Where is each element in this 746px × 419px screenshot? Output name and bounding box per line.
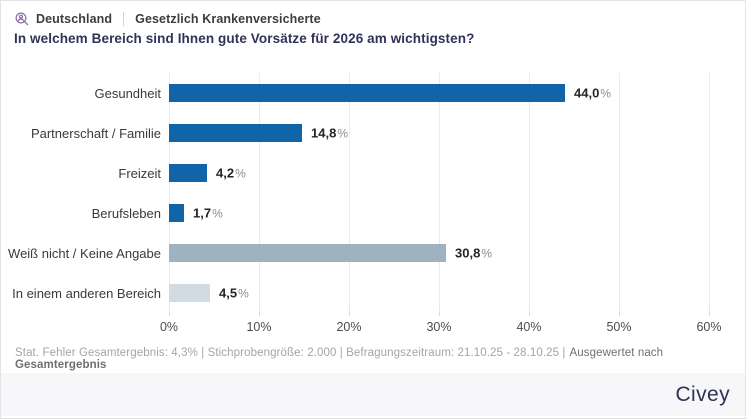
- footnote-evaluated-value: Gesamtergebnis: [15, 359, 107, 371]
- civey-logo: Civey: [675, 382, 730, 406]
- footnote-evaluated-prefix: Ausgewertet nach: [569, 347, 664, 359]
- header-divider: [123, 12, 124, 26]
- value-label: [574, 86, 611, 101]
- region-label: Deutschland: [36, 12, 113, 26]
- x-tick-label: 30%: [426, 320, 452, 334]
- bar: [169, 204, 184, 222]
- bar: [169, 124, 302, 142]
- value-number: 4,2: [216, 165, 235, 181]
- value-number: 4,5: [219, 285, 238, 301]
- value-label: [193, 206, 223, 221]
- bar-chart: [1, 73, 746, 343]
- value-number: 14,8: [311, 125, 337, 141]
- percent-sign: %: [600, 86, 611, 101]
- chart-row: [1, 113, 746, 153]
- footnote-stats: Stat. Fehler Gesamtergebnis: 4,3% | Stichprobengröße: 2.000 | Befragungszeitraum: 21.10.25 - 28.10.25 |: [15, 347, 566, 359]
- category-label: Berufsleben: [91, 205, 161, 221]
- category-label: Freizeit: [118, 165, 161, 181]
- x-axis: [159, 320, 722, 338]
- chart-row: [1, 153, 746, 193]
- x-tick-label: 20%: [336, 320, 362, 334]
- bar-track: [169, 73, 709, 113]
- percent-sign: %: [481, 246, 492, 261]
- percent-sign: %: [212, 206, 223, 221]
- bar: [169, 84, 565, 102]
- percent-sign: %: [235, 166, 246, 181]
- value-number: 30,8: [455, 245, 481, 261]
- category-label: Gesundheit: [94, 85, 161, 101]
- value-label: [455, 246, 492, 261]
- x-tick-label: 50%: [606, 320, 632, 334]
- bar: [169, 164, 207, 182]
- chart-row: [1, 73, 746, 113]
- x-tick-label: 40%: [516, 320, 542, 334]
- value-number: 44,0: [574, 85, 600, 101]
- bar-track: [169, 233, 709, 273]
- category-label: Weiß nicht / Keine Angabe: [8, 245, 161, 261]
- audience-label: Gesetzlich Krankenversicherte: [135, 12, 321, 26]
- bar-track: [169, 193, 709, 233]
- audience-header: [14, 10, 321, 28]
- chart-row: [1, 233, 746, 273]
- value-label: [311, 126, 348, 141]
- bar: [169, 244, 446, 262]
- bar: [169, 284, 210, 302]
- chart-row: [1, 273, 746, 313]
- bar-track: [169, 273, 709, 313]
- value-number: 1,7: [193, 205, 212, 221]
- bar-track: [169, 113, 709, 153]
- x-tick-label: 10%: [246, 320, 272, 334]
- value-label: [219, 286, 249, 301]
- x-tick-label: 0%: [159, 320, 179, 334]
- bar-track: [169, 153, 709, 193]
- chart-row: [1, 193, 746, 233]
- footnote: [15, 347, 745, 371]
- question-title: In welchem Bereich sind Ihnen gute Vorsätze für 2026 am wichtigsten?: [14, 31, 475, 46]
- percent-sign: %: [337, 126, 348, 141]
- x-tick-label: 60%: [696, 320, 722, 334]
- brand-bar: [1, 373, 746, 416]
- percent-sign: %: [238, 286, 249, 301]
- audience-search-icon: [14, 11, 30, 27]
- category-label: Partnerschaft / Familie: [30, 125, 161, 141]
- category-label: In einem anderen Bereich: [12, 285, 161, 301]
- value-label: [216, 166, 246, 181]
- chart-rows: [1, 73, 746, 313]
